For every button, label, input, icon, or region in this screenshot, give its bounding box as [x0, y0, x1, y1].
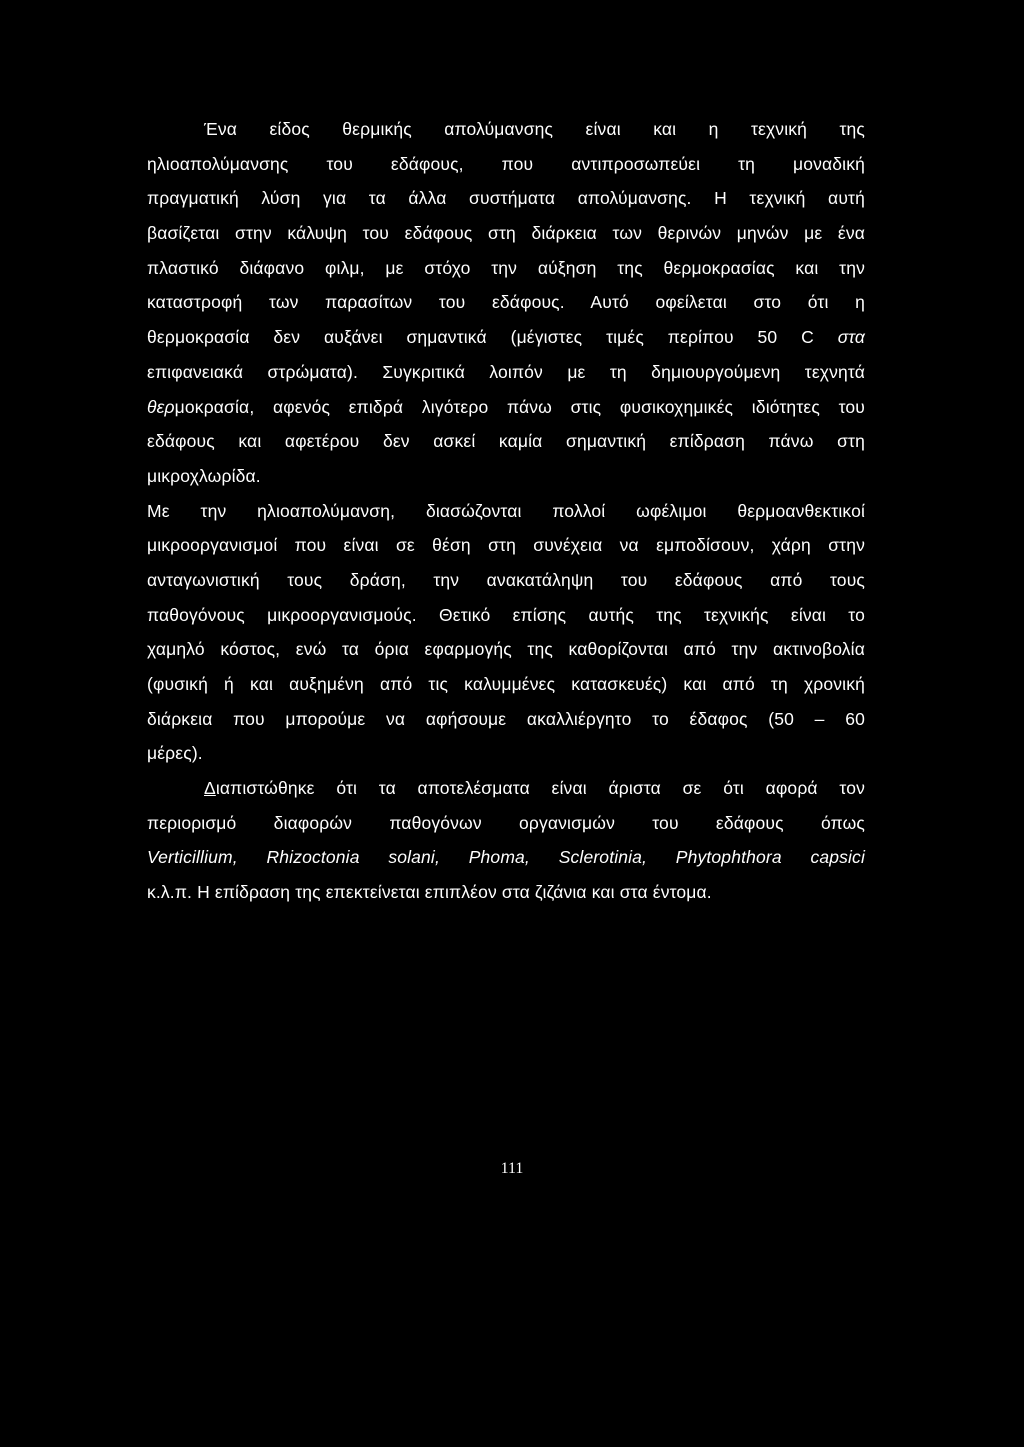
paragraph-3-line-1-text: ιαπιστώθηκε ότι τα αποτελέσματα είναι άριστα σε ότι αφορά τον: [215, 778, 865, 799]
body-text: [147, 112, 865, 910]
paragraph-3-line-1: [147, 771, 865, 806]
paragraph-2-line-4: παθογόνους μικροοργανισμούς. Θετικό επίσης αυτής της τεχνικής είναι το: [147, 604, 865, 625]
paragraph-3-underlined-letter: Δ: [204, 778, 216, 799]
paragraph-1-line-7: [147, 320, 865, 355]
paragraph-2-line-3: ανταγωνιστική τους δράση, την ανακατάληψη του εδάφους από τους: [147, 569, 865, 590]
paragraph-1-line-8: επιφανειακά στρώματα). Συγκριτικά λοιπόν με τη δημιουργούμενη τεχνητά: [147, 361, 865, 382]
paragraph-1-line-1: Ένα είδος θερμικής απολύμανσης είναι και η τεχνική της: [204, 119, 865, 139]
paragraph-1-line-9-italic: θερ: [147, 396, 175, 417]
paragraph-1-line-7-italic: στα: [837, 327, 866, 348]
paragraph-1-line-4: βασίζεται στην κάλυψη του εδάφους στη διάρκεια των θερινών μηνών με ένα: [147, 223, 865, 244]
paragraph-1-line-10: εδάφους και αφετέρου δεν ασκεί καμία σημαντική επίδραση πάνω στη: [147, 431, 865, 452]
paragraph-3-line-4: κ.λ.π. Η επίδραση της επεκτείνεται επιπλέον στα ζιζάνια και στα έντομα.: [147, 882, 712, 903]
paragraph-1-line-11: μικροχλωρίδα.: [147, 465, 261, 486]
paragraph-1-line-9: [147, 390, 865, 425]
paragraph-2-line-6: (φυσική ή και αυξημένη από τις καλυμμένες κατασκευές) και από τη χρονική: [147, 674, 865, 694]
paragraph-1-line-5: πλαστικό διάφανο φιλμ, με στόχο την αύξηση της θερμοκρασίας και την: [147, 257, 865, 278]
paragraph-1-line-2: ηλιοαπολύμανσης του εδάφους, που αντιπροσωπεύει τη μοναδική: [147, 153, 865, 174]
paragraph-3-line-3-species: Verticillium, Rhizoctonia solani, Phoma, Sclerotinia, Phytophthora capsici: [147, 847, 865, 868]
paragraph-2-line-5: χαμηλό κόστος, ενώ τα όρια εφαρμογής της καθορίζονται από την ακτινοβολία: [147, 639, 865, 660]
paragraph-2-line-8: μέρες).: [147, 743, 203, 764]
paragraph-1-line-7-text: θερμοκρασία δεν αυξάνει σημαντικά (μέγιστες τιμές περίπου 50 C: [147, 327, 814, 348]
paragraph-2-line-1: Με την ηλιοαπολύμανση, διασώζονται πολλοί ωφέλιμοι θερμοανθεκτικοί: [147, 500, 865, 521]
page-number: 111: [500, 1160, 524, 1177]
paragraph-1-line-9-text: μοκρασία, αφενός επιδρά λιγότερο πάνω στις φυσικοχημικές ιδιότητες του: [174, 396, 865, 417]
paragraph-3-line-2: περιορισμό διαφορών παθογόνων οργανισμών του εδάφους όπως: [147, 812, 865, 833]
paragraph-2-line-2: μικροοργανισμοί που είναι σε θέση στη συνέχεια να εμποδίσουν, χάρη στην: [147, 535, 865, 556]
paragraph-1-line-6: καταστροφή των παρασίτων του εδάφους. Αυτό οφείλεται στο ότι η: [147, 292, 865, 313]
paragraph-2-line-7: διάρκεια που μπορούμε να αφήσουμε ακαλλιέργητο το έδαφος (50 – 60: [147, 708, 865, 729]
paragraph-1-line-3: πραγματική λύση για τα άλλα συστήματα απολύμανσης. Η τεχνική αυτή: [147, 188, 865, 209]
